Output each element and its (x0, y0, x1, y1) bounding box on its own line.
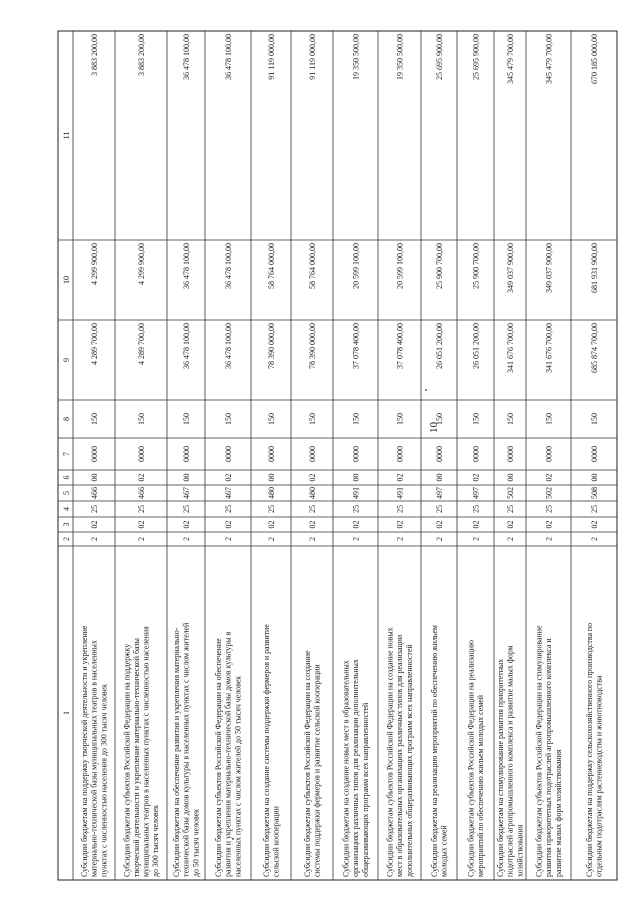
amount-cell: 4 299 900,00 (137, 243, 146, 285)
amount-cell: 670 185 000,00 (590, 34, 599, 84)
code-cell: 02 (544, 473, 554, 482)
column-header-3: 3 (62, 522, 71, 527)
code-cell: 2 (182, 537, 191, 541)
code-cell: 0000 (435, 446, 444, 462)
row-description-line: общеразвивающих программ всех направленностей (360, 702, 370, 877)
column-header-6: 6 (62, 475, 71, 480)
code-cell: 150 (471, 413, 481, 425)
code-cell: 0000 (395, 446, 405, 462)
amount-cell: 36 478 100,00 (182, 34, 191, 80)
code-cell: 02 (308, 473, 317, 482)
amount-cell: 685 874 700,00 (590, 323, 599, 373)
code-cell: 02 (471, 520, 481, 529)
code-cell: 150 (182, 413, 191, 425)
code-cell: 2 (137, 537, 146, 541)
code-cell: 25 (224, 505, 233, 513)
row-description-line: мероприятий по обеспечению жильем молодых семей (476, 694, 485, 877)
row-description-line: Субсидии бюджетам субъектов Российской Федерации на обеспечение (214, 638, 224, 877)
code-cell: 502 (506, 487, 515, 499)
code-cell: 150 (308, 413, 317, 425)
amount-cell: 20 599 100,00 (395, 243, 405, 289)
code-cell: 508 (590, 487, 599, 499)
code-cell: 497 (435, 487, 444, 499)
row-description-line: Субсидии бюджетам субъектов Российской Федерации на реализацию (466, 640, 476, 877)
code-cell: 25 (90, 505, 99, 513)
code-cell: 02 (395, 520, 405, 529)
code-cell: 02 (590, 520, 599, 529)
amount-cell: 349 037 900,00 (506, 243, 515, 293)
code-cell: 150 (351, 413, 361, 425)
code-cell: 150 (395, 413, 405, 425)
code-cell: 00 (506, 473, 515, 482)
amount-cell: 91 119 000,00 (308, 34, 317, 80)
code-cell: 02 (506, 520, 515, 529)
code-cell: 466 (90, 487, 99, 499)
row-description-line: Субсидии бюджетам на создание системы поддержки фермеров и развитие (261, 624, 271, 877)
code-cell: 02 (137, 520, 146, 529)
code-cell: 2 (544, 537, 554, 541)
row-description-line: технической базы домов культуры в населенных пунктах с числом жителей (181, 622, 191, 877)
row-description-line: до 50 тысяч человек (191, 809, 201, 877)
code-cell: 02 (137, 473, 146, 482)
column-header-10: 10 (62, 276, 71, 284)
code-cell: 0000 (590, 446, 599, 462)
amount-cell: 25 695 900,00 (435, 34, 444, 80)
code-cell: 491 (351, 487, 361, 499)
row-description-line: Субсидии бюджетам на поддержку творческой деятельности и укрепление (80, 625, 90, 877)
column-header-5: 5 (62, 491, 71, 495)
amount-cell: 91 119 000,00 (267, 34, 276, 80)
code-cell: 2 (224, 537, 233, 541)
row-description-line: развития приоритетных подотраслей агропромышленного комплекса и (544, 638, 554, 877)
amount-cell: 25 900 700,00 (435, 243, 444, 289)
amount-cell: 36 478 100,00 (224, 323, 233, 369)
code-cell: 150 (506, 413, 515, 425)
code-cell: 502 (544, 487, 554, 499)
row-description-line: развитие малых форм хозяйствования (553, 749, 563, 877)
code-cell: 25 (506, 505, 515, 513)
amount-cell: 36 478 100,00 (224, 34, 233, 80)
column-header-9: 9 (62, 358, 71, 362)
code-cell: 150 (590, 413, 599, 425)
amount-cell: 20 599 100,00 (351, 243, 361, 289)
code-cell: 0000 (471, 446, 481, 462)
code-cell: 00 (590, 473, 599, 482)
code-cell: 2 (90, 537, 99, 541)
row-description-line: населенных пунктах с числом жителей до 50 тысяч человек (233, 675, 243, 877)
code-cell: 02 (267, 520, 276, 529)
code-cell: 25 (471, 505, 481, 513)
code-cell: 150 (224, 413, 233, 425)
column-header-11: 11 (62, 131, 71, 140)
code-cell: 00 (182, 473, 191, 482)
row-description-line: дополнительных общеразвивающих программ всех направленностей (404, 644, 414, 877)
amount-cell: 345 479 700,00 (544, 34, 554, 84)
code-cell: 02 (435, 520, 444, 529)
row-description-line: Субсидии бюджетам на обеспечение развития и укрепления материально- (172, 627, 182, 877)
code-cell: 2 (351, 537, 361, 541)
code-cell: 0000 (137, 446, 146, 462)
code-cell: 00 (90, 473, 99, 482)
amount-cell: 341 676 700,00 (506, 323, 515, 373)
code-cell: 02 (90, 520, 99, 529)
code-cell: 480 (267, 487, 276, 499)
amount-cell: 3 883 200,00 (90, 34, 99, 76)
code-cell: 150 (90, 413, 99, 425)
code-cell: 0000 (351, 446, 361, 462)
row-description-line: сельской кооперации (271, 806, 281, 877)
code-cell: 2 (435, 537, 444, 541)
amount-cell: 36 478 100,00 (182, 323, 191, 369)
code-cell: 0000 (308, 446, 317, 462)
row-description-line: Субсидии бюджетам субъектов Российской Федерации на поддержку (122, 643, 132, 877)
row-description-line: до 300 тысяч человек (151, 805, 161, 877)
amount-cell: 78 390 000,00 (267, 323, 276, 369)
code-cell: 25 (435, 505, 444, 513)
code-cell: 02 (471, 473, 481, 482)
code-cell: 150 (544, 413, 554, 425)
amount-cell: 4 299 900,00 (90, 243, 99, 285)
row-description-line: Субсидии бюджетам на реализацию мероприятий по обеспечению жильем (429, 625, 439, 877)
column-header-8: 8 (62, 417, 71, 421)
code-cell: 150 (137, 413, 146, 425)
amount-cell: 19 350 500,00 (395, 34, 405, 80)
column-header-4: 4 (62, 507, 71, 511)
amount-cell: 26 051 200,00 (471, 323, 481, 369)
column-header-1: 1 (62, 711, 71, 715)
row-description-line: творческой деятельности и укрепление материально-технической базы (131, 638, 141, 877)
code-cell: 25 (590, 505, 599, 513)
code-cell: 0000 (267, 446, 276, 462)
page-number: 10 (428, 422, 440, 433)
code-cell: 25 (544, 505, 554, 513)
amount-cell: 78 390 000,00 (308, 323, 317, 369)
code-cell: 0000 (90, 446, 99, 462)
code-cell: 02 (544, 520, 554, 529)
row-description-line: организациях различных типов для реализации дополнительных (351, 659, 361, 877)
code-cell: 25 (395, 505, 405, 513)
code-cell: 0000 (224, 446, 233, 462)
row-description-line: системы поддержки фермеров и развитие сельской кооперации (312, 664, 322, 877)
code-cell: 0000 (544, 446, 554, 462)
amount-cell: 36 478 100,00 (224, 243, 233, 289)
amount-cell: 345 479 700,00 (506, 34, 515, 84)
code-cell: 00 (267, 473, 276, 482)
code-cell: 02 (224, 520, 233, 529)
code-cell: 25 (267, 505, 276, 513)
code-cell: 150 (435, 413, 444, 425)
amount-cell: 19 350 500,00 (351, 34, 361, 80)
code-cell: 2 (590, 537, 599, 541)
amount-cell: 4 289 700,00 (90, 323, 99, 365)
amount-cell: 58 764 000,00 (267, 243, 276, 289)
code-cell: 2 (471, 537, 481, 541)
row-description-line: подотраслей агропромышленного комплекса и развитие малых форм (505, 645, 515, 877)
amount-cell: 4 289 700,00 (137, 323, 146, 365)
row-description-line: отдельным подотраслям растениеводства и животноводства (594, 675, 604, 877)
row-description-line: Субсидии бюджетам на создание новых мест в образовательных (341, 660, 351, 877)
code-cell: 0000 (506, 446, 515, 462)
row-description-line: материально-технической базы муниципальных театров в населенных (89, 640, 99, 877)
code-cell: 25 (137, 505, 146, 513)
amount-cell: 681 931 900,00 (590, 243, 599, 293)
code-cell: 150 (267, 413, 276, 425)
code-cell: 480 (308, 487, 317, 499)
row-description-line: хозяйствования (515, 824, 525, 877)
row-description-line: Субсидии бюджетам субъектов Российской Федерации на стимулирование (534, 625, 544, 877)
row-description-line: молодых семей (439, 825, 449, 877)
amount-cell: 58 764 000,00 (308, 243, 317, 289)
code-cell: 2 (308, 537, 317, 541)
amount-cell: 36 478 100,00 (182, 243, 191, 289)
code-cell: 2 (267, 537, 276, 541)
code-cell: 2 (395, 537, 405, 541)
code-cell: 02 (182, 520, 191, 529)
column-header-7: 7 (62, 452, 71, 456)
code-cell: 466 (137, 487, 146, 499)
table-grid (58, 31, 617, 880)
row-description-line: муниципальных театров в населенных пунктах с численностью населения (141, 626, 151, 877)
row-description-line: пунктах с численностью населения до 300 тысяч человек (99, 684, 109, 877)
code-cell: 02 (224, 473, 233, 482)
row-description-line: развития и укрепления материально-технической базы домов культуры в (223, 631, 233, 877)
code-cell: 0000 (182, 446, 191, 462)
amount-cell: 37 078 400,00 (351, 323, 361, 369)
code-cell: 467 (224, 487, 233, 499)
row-description-line: Субсидии бюджетам субъектов Российской Федерации на создание (302, 650, 312, 877)
code-cell: 02 (351, 520, 361, 529)
amount-cell: 3 883 200,00 (137, 34, 146, 76)
column-header-2: 2 (62, 537, 71, 541)
amount-cell: 25 695 900,00 (471, 34, 481, 80)
row-description-line: Субсидии бюджетам субъектов Российской Федерации на создание новых (385, 627, 395, 877)
code-cell: 00 (435, 473, 444, 482)
code-cell: 02 (395, 473, 405, 482)
amount-cell: 349 037 900,00 (544, 243, 554, 293)
code-cell: 00 (351, 473, 361, 482)
code-cell: 25 (351, 505, 361, 513)
amount-cell: 26 051 200,00 (435, 323, 444, 369)
code-cell: 2 (506, 537, 515, 541)
code-cell: 25 (308, 505, 317, 513)
amount-cell: 25 900 700,00 (471, 243, 481, 289)
code-cell: 02 (308, 520, 317, 529)
code-cell: 491 (395, 487, 405, 499)
amount-cell: 37 078 400,00 (395, 323, 405, 369)
amount-cell: 341 676 700,00 (544, 323, 554, 373)
code-cell: 497 (471, 487, 481, 499)
code-cell: 467 (182, 487, 191, 499)
row-description-line: мест в образовательных организациях различных типов для реализации (395, 634, 405, 877)
row-description-line: Субсидии бюджетам на поддержку сельскохозяйственного производства по (584, 622, 594, 877)
code-cell: 25 (182, 505, 191, 513)
row-description-line: Субсидии бюджетам на стимулирование развития приоритетных (496, 658, 506, 877)
